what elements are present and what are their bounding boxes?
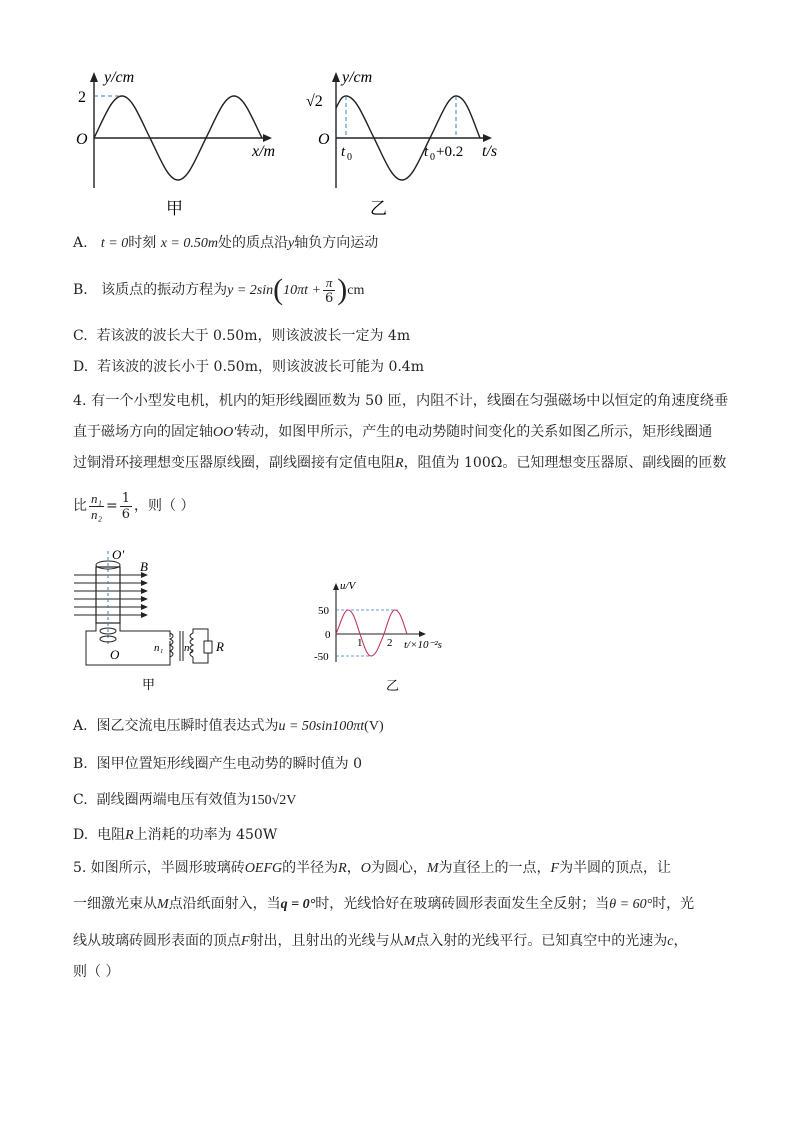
text-frag: 的半径为 — [282, 860, 339, 876]
option-label: D. — [73, 827, 89, 843]
pos-label: 50 — [318, 605, 329, 617]
n1-label: n₁ — [154, 642, 164, 654]
x-axis-label: x/m — [252, 143, 276, 160]
q4-line-1: 4. 有一个小型发电机，机内的矩形线圈匝数为 50 匝，内阻不计，线圈在匀强磁场中以恒定的角速度绕垂 — [73, 393, 729, 409]
figure-caption: 甲 — [166, 199, 183, 218]
point-f: F — [241, 934, 250, 949]
figure-caption: 乙 — [370, 199, 387, 218]
q4-option-a — [73, 716, 384, 737]
b-field-label: B — [140, 559, 148, 574]
text-frag: 副线圈两端电压有效值为 — [96, 792, 251, 808]
option-label: B. — [73, 282, 88, 298]
text-frag: 转动，如图甲所示，产生的电动势随时间变化的关系如图乙所示，矩形线圈通 — [236, 424, 713, 440]
text-frag: 时刻 — [128, 235, 157, 251]
t0b-plus: +0.2 — [436, 144, 464, 160]
fraction-den: n₂ — [91, 506, 103, 522]
fraction-num: n₁ — [91, 490, 103, 506]
magnetic-field-lines — [74, 575, 144, 615]
t-axis-label: t/×10⁻²s — [404, 639, 442, 651]
option-text: 若该波的波长小于 0.50m，则该波波长可能为 0.4m — [97, 359, 424, 375]
text-frag: 轴负方向运动 — [294, 235, 379, 251]
tick-2: 2 — [387, 637, 393, 649]
glass-label: OEFG — [244, 861, 283, 876]
text-frag: 点入射的光线平行。已知真空中的光速为 — [415, 933, 668, 949]
point-m: M — [157, 897, 169, 912]
option-label: C. — [73, 792, 88, 808]
figure-caption: 乙 — [386, 678, 400, 693]
option-label: D. — [73, 359, 89, 375]
axis-oo-prime: OO′ — [213, 425, 237, 440]
point-m: M — [403, 934, 416, 949]
text-frag: 电阻 — [97, 827, 126, 843]
q4-line-2 — [73, 422, 712, 443]
t0-label: t — [341, 144, 346, 160]
zero-label: 0 — [325, 629, 331, 641]
text-frag: 一细激光束从 — [73, 896, 157, 912]
text-frag: ，则（ ） — [134, 498, 195, 514]
t0b-label: t — [424, 144, 429, 160]
u-axis-label: u/V — [340, 580, 356, 592]
o-label: O — [110, 647, 120, 662]
neg-label: -50 — [314, 651, 329, 663]
text-frag: ，阻值为 100Ω。已知理想变压器原、副线圈的匝数 — [403, 455, 727, 471]
secondary-wire-upper — [193, 629, 208, 641]
option-text: 若该波的波长大于 0.50m，则该波波长一定为 4m — [96, 328, 411, 344]
point-m: M — [426, 861, 439, 876]
text-frag: 线从玻璃砖圆形表面的顶点 — [73, 933, 241, 949]
unit: cm — [347, 283, 365, 298]
r-label: R — [216, 639, 224, 654]
time-eq: t = 0 — [100, 236, 129, 251]
text-frag: 为半圆的顶点，让 — [559, 860, 672, 876]
figure-jia-wave — [70, 66, 290, 226]
figure-caption: 甲 — [142, 677, 156, 692]
turns-ratio-fraction — [89, 491, 104, 522]
q3-option-d — [73, 357, 424, 377]
t-axis-label: t/s — [482, 143, 498, 160]
q5-line-1 — [73, 858, 671, 879]
field-arrows — [141, 572, 148, 618]
text-frag: ， — [673, 933, 688, 949]
y-axis-arrow — [90, 72, 98, 82]
text-frag: 为圆心， — [370, 860, 427, 876]
origin-label: O — [76, 131, 88, 148]
option-label: B. — [73, 756, 88, 772]
text-frag: 时，光 — [652, 896, 695, 912]
q3-option-b: B. 该质点的振动方程为y = 2sin(10πt + $\frac{\pi}{6}$ )cm — [73, 273, 365, 306]
text-frag: 图乙交流电压瞬时值表达式为 — [96, 718, 279, 734]
text-frag: 处的质点沿 — [218, 235, 288, 251]
option-label: A. — [73, 718, 88, 734]
text-frag: 时，光线恰好在玻璃砖圆形表面发生全反射；当 — [315, 896, 610, 912]
t-axis-arrow — [419, 631, 426, 637]
center-var: O — [360, 861, 371, 876]
t-axis-arrow — [483, 134, 492, 142]
q3-option-c — [73, 326, 410, 346]
voltage-value: 150√2V — [250, 793, 297, 808]
o-prime-label: O′ — [112, 547, 125, 562]
unit: (V) — [364, 719, 384, 734]
fraction-num: π — [323, 275, 335, 291]
amplitude-label: 2 — [78, 89, 86, 106]
inner-expr: 10πt + — [283, 283, 321, 298]
figure-yi-vibration — [300, 66, 520, 226]
u-axis-arrow — [333, 583, 339, 590]
text-frag: 该质点的振动方程为 — [101, 282, 228, 298]
option-label: C. — [73, 328, 88, 344]
q4-option-d — [73, 825, 277, 846]
resistor — [204, 641, 212, 653]
t0b-sub: 0 — [430, 152, 435, 163]
resistor-var: R — [125, 828, 134, 843]
y-axis-arrow — [332, 72, 340, 82]
primary-wire-upper — [120, 623, 170, 637]
voltage-expr: u = 50sin100πt — [278, 719, 365, 734]
y-var: y — [288, 236, 295, 251]
text-frag: 射出，且射出的光线与从 — [249, 933, 404, 949]
figure-voltage-graph — [310, 578, 460, 696]
point-f: F — [550, 861, 560, 876]
option-text: 图甲位置矩形线圈产生电动势的瞬时值为 0 — [96, 756, 363, 772]
y-axis-label: y/cm — [104, 69, 135, 86]
lhs-expr: y = 2sin — [227, 283, 274, 298]
t0-sub: 0 — [347, 152, 352, 163]
text-frag: 上消耗的功率为 450W — [133, 827, 278, 843]
text-frag: 比 — [73, 498, 87, 514]
fraction-den: 6 — [121, 506, 131, 522]
text-frag: 点沿纸面射入，当 — [168, 896, 281, 912]
ratio-value-fraction — [120, 491, 132, 522]
light-speed: c — [667, 934, 674, 949]
n2-label: n₂ — [184, 642, 194, 654]
q5-line-3 — [73, 931, 687, 952]
voltage-curve — [336, 610, 407, 656]
fraction-den: 6 — [324, 290, 334, 306]
figure-generator-circuit — [66, 545, 236, 695]
q5-line-4: 则（ ） — [73, 964, 120, 980]
text-frag: 直于磁场方向的固定轴 — [73, 424, 213, 440]
angle-sixty: θ = 60° — [609, 897, 653, 912]
x-eq: x = 0.50m — [160, 236, 218, 251]
secondary-wire-lower — [193, 653, 208, 663]
q3-option-a — [73, 233, 378, 254]
amplitude-label: √2 — [306, 93, 323, 110]
fraction-num: 1 — [121, 490, 131, 506]
y-axis-label: y/cm — [342, 69, 373, 86]
radius-var: R — [338, 861, 347, 876]
q4-option-b — [73, 754, 362, 774]
x-axis-arrow — [263, 134, 272, 142]
text-frag: ， — [346, 860, 361, 876]
origin-label: O — [318, 131, 330, 148]
q4-option-c — [73, 790, 296, 811]
pi-over-6-fraction — [323, 275, 335, 306]
q4-line-3 — [73, 453, 726, 474]
resistor-var: R — [395, 456, 404, 471]
q4-line-4: 比 $\frac{\text{n₁}}{\text{n₂}}$ = $\frac{1}{6}$ ，则（ ） — [73, 490, 195, 522]
text-frag: 过铜滑环接理想变压器原线圈，副线圈接有定值电阻 — [73, 455, 395, 471]
text-frag: 为直径上的一点， — [438, 860, 551, 876]
angle-zero: q = 0° — [280, 897, 316, 912]
q5-line-2 — [73, 894, 694, 915]
tick-1: 1 — [357, 637, 363, 649]
text-frag: 5. 如图所示，半圆形玻璃砖 — [73, 860, 245, 876]
option-label: A. — [73, 235, 88, 251]
